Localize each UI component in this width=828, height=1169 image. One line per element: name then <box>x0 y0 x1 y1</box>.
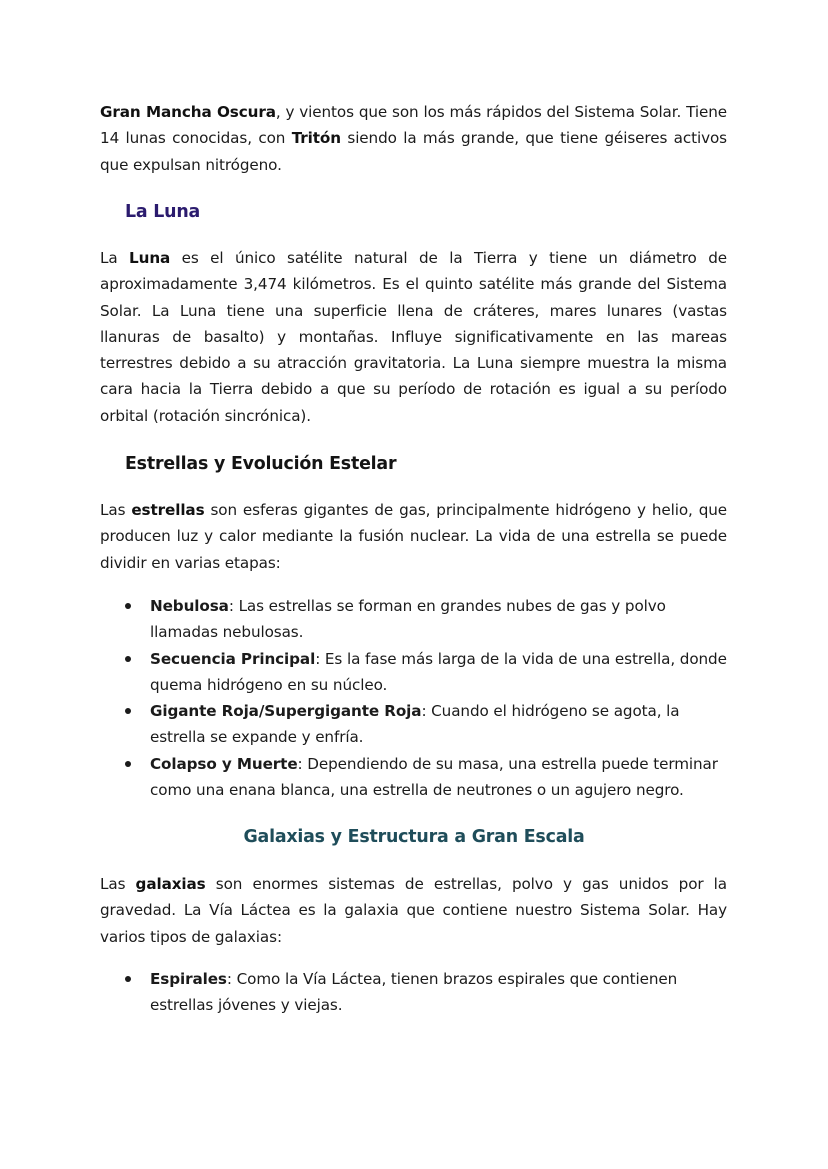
heading-la-luna: La Luna <box>125 202 201 222</box>
intro-term: Gran Mancha Oscura <box>100 103 276 121</box>
item-text: : Es la fase más larga de la vida de una estrella, donde quema hidrógeno en su núcleo. <box>150 649 727 694</box>
intro-text: , y vientos que son los más rápidos del Sistema Solar. Tiene 14 lunas conocidas, con <box>100 103 727 148</box>
intro-term-2: Tritón <box>291 129 341 148</box>
item-text: : Dependiendo de su masa, una estrella puede terminar como una enana blanca, una estrella de neutrones o un agujero negro. <box>150 754 718 800</box>
luna-term: Luna <box>129 249 171 267</box>
item-text: : Cuando el hidrógeno se agota, la estrella se expande y enfría. <box>150 702 680 747</box>
list-item <box>150 751 730 804</box>
galaxias-text: son enormes sistemas de estrellas, polvo y gas unidos por la gravedad. La Vía Láctea es la galaxia que contiene nuestro Sistema Solar. Hay varios tipos de galaxias: <box>100 875 728 946</box>
item-term: Colapso y Muerte <box>150 754 298 773</box>
galaxias-term: galaxias <box>135 875 206 893</box>
estrellas-term: estrellas <box>131 501 205 519</box>
heading-estrellas: Estrellas y Evolución Estelar <box>125 454 397 474</box>
item-text: : Como la Vía Láctea, tienen brazos espirales que contienen estrellas jóvenes y viejas. <box>150 970 678 1015</box>
galaxias-pre: Las <box>100 875 136 893</box>
galaxias-paragraph <box>100 871 727 950</box>
luna-paragraph <box>100 245 727 429</box>
item-term: Nebulosa <box>150 597 229 615</box>
estrellas-text: son esferas gigantes de gas, principalmente hidrógeno y helio, que producen luz y calor mediante la fusión nuclear. La vida de una estrella se puede dividir en varias etapas: <box>100 501 727 572</box>
heading-galaxias: Galaxias y Estructura a Gran Escala <box>243 827 585 847</box>
item-term: Espirales <box>150 970 227 988</box>
galaxias-types-list <box>150 966 730 1019</box>
list-item <box>150 646 730 699</box>
intro-paragraph <box>100 99 727 178</box>
estrellas-pre: Las <box>100 501 132 519</box>
item-text: : Las estrellas se forman en grandes nubes de gas y polvo llamadas nebulosas. <box>150 597 666 642</box>
list-item <box>150 698 730 751</box>
intro-text-2: siendo la más grande, que tiene géiseres activos que expulsan nitrógeno. <box>100 129 727 174</box>
list-item <box>150 966 730 1019</box>
list-item <box>150 593 730 646</box>
item-term: Gigante Roja/Supergigante Roja <box>150 702 422 721</box>
estrellas-stages-list <box>150 593 730 803</box>
luna-pre: La <box>100 249 130 267</box>
item-term: Secuencia Principal <box>150 649 316 668</box>
estrellas-paragraph <box>100 497 727 576</box>
luna-text: es el único satélite natural de la Tierra y tiene un diámetro de aproximadamente 3,474 kilómetros. Es el quinto satélite más grande del Sistema Solar. La Luna tiene una superficie llena de cráteres, mares lunares (vastas llanuras de basalto) y montañas. Influye significativamente en las mareas terrestres debido a su atracción gravitatoria. La Luna siempre muestra la misma cara hacia la Tierra debido a que su período de rotación es igual a su período orbital (rotación sincrónica). <box>100 249 727 425</box>
